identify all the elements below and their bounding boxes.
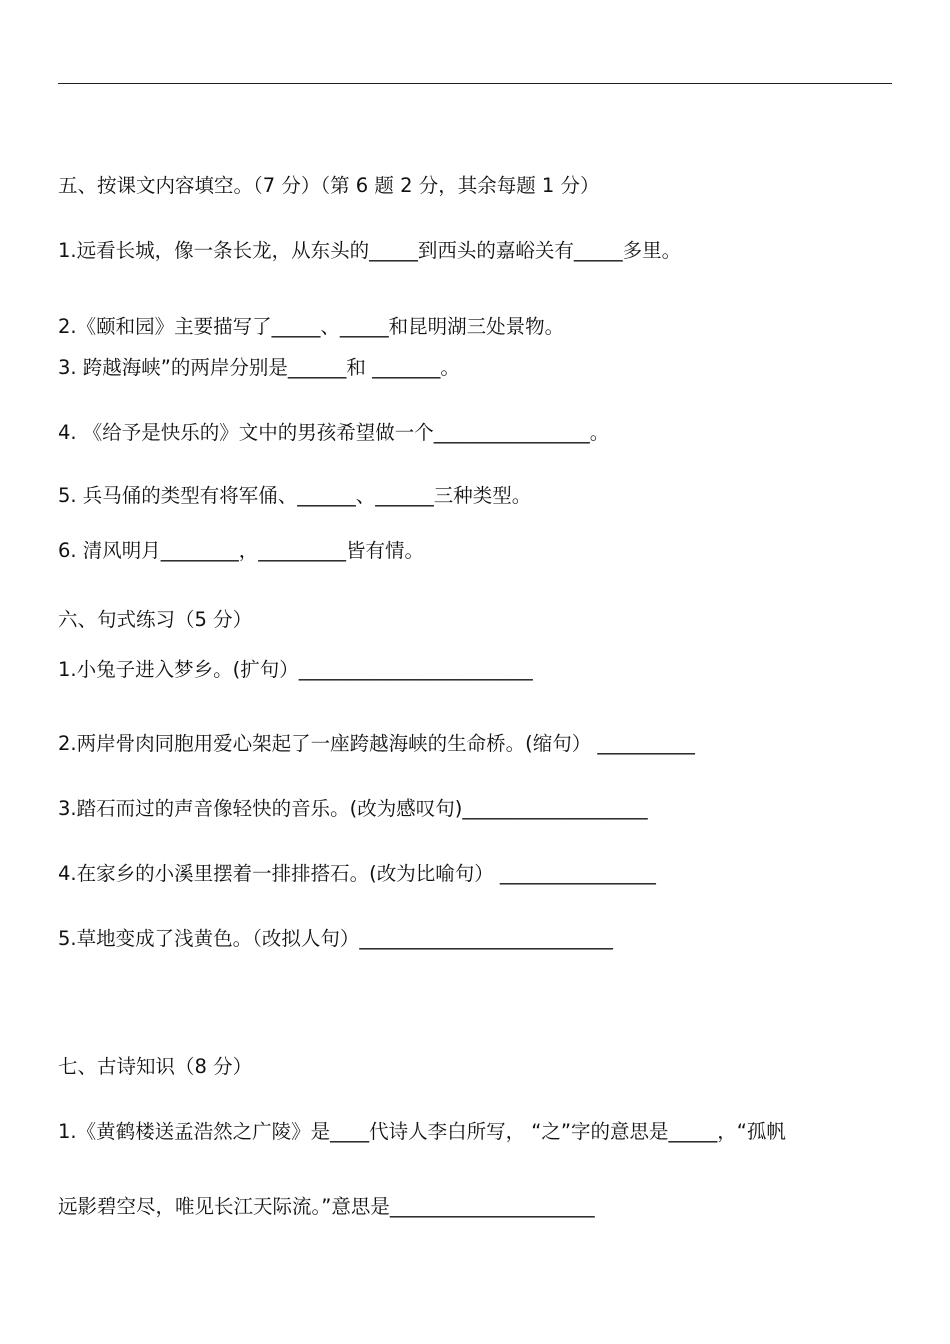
question-6-5: 5.草地变成了浅黄色。（改拟人句）__________________________ <box>58 927 613 950</box>
question-7-1-line-1: 1.《黄鹤楼送孟浩然之广陵》是____代诗人李白所写， “之”字的意思是_____，“孤帆 <box>58 1120 786 1143</box>
question-5-4: 4. 《给予是快乐的》文中的男孩希望做一个________________。 <box>58 421 610 444</box>
question-5-5: 5. 兵马俑的类型有将军俑、______、______三种类型。 <box>58 484 532 507</box>
question-6-1: 1.小兔子进入梦乡。(扩句）________________________ <box>58 658 533 681</box>
question-5-2: 2.《颐和园》主要描写了_____、_____和昆明湖三处景物。 <box>58 315 565 338</box>
question-5-6: 6. 清风明月________，_________皆有情。 <box>58 539 425 562</box>
section-seven-heading: 七、古诗知识（8 分） <box>58 1055 253 1078</box>
question-7-1-line-2: 远影碧空尽，唯见长江天际流。”意思是_____________________ <box>58 1195 595 1218</box>
section-five-heading: 五、按课文内容填空。（7 分）（第 6 题 2 分，其余每题 1 分） <box>58 174 600 197</box>
section-six-heading: 六、句式练习（5 分） <box>58 608 253 631</box>
question-5-3: 3. 跨越海峡”的两岸分别是______和 _______。 <box>58 356 460 379</box>
question-6-3: 3.踏石而过的声音像轻快的音乐。(改为感叹句)___________________ <box>58 797 648 820</box>
question-6-4: 4.在家乡的小溪里摆着一排排搭石。(改为比喻句） ________________ <box>58 862 656 885</box>
question-6-2: 2.两岸骨肉同胞用爱心架起了一座跨越海峡的生命桥。(缩句） __________ <box>58 732 695 755</box>
header-rule <box>58 83 892 84</box>
question-5-1: 1.远看长城，像一条长龙，从东头的_____到西头的嘉峪关有_____多里。 <box>58 239 682 262</box>
